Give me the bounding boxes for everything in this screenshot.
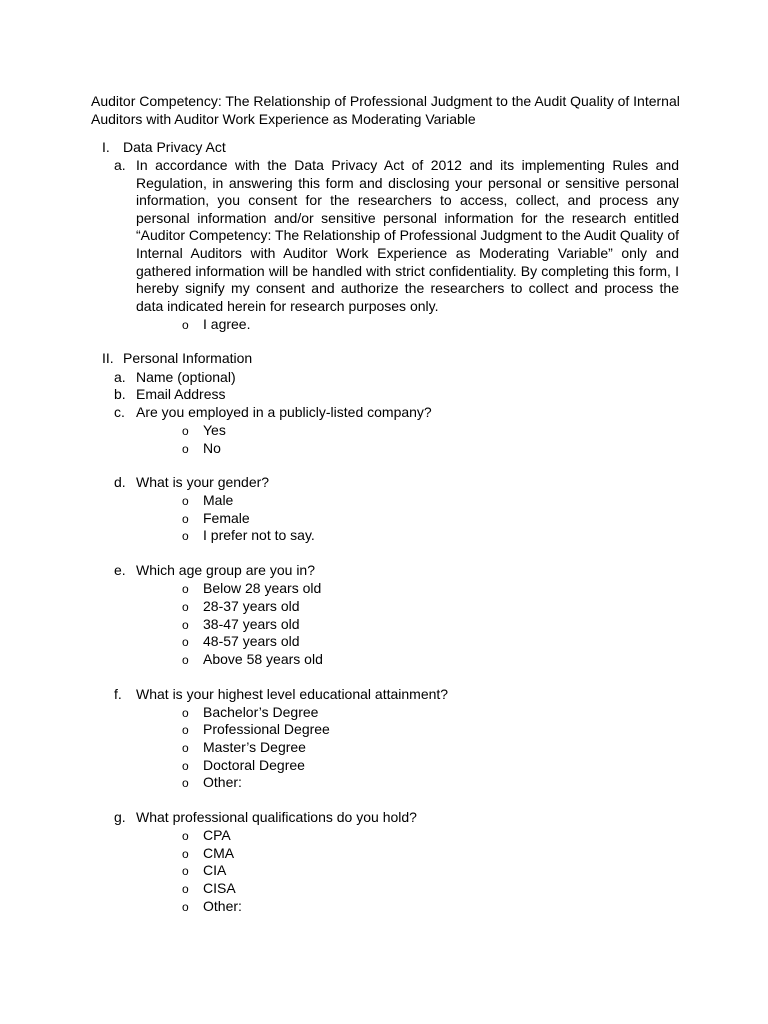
option-cisa[interactable]: CISA <box>203 880 236 896</box>
option-female[interactable]: Female <box>203 510 250 526</box>
bullet-icon: o <box>182 582 189 596</box>
question-g-letter: g. <box>114 809 126 825</box>
question-email: Email Address <box>136 386 226 402</box>
question-name: Name (optional) <box>136 369 236 385</box>
privacy-consent-paragraph: In accordance with the Data Privacy Act of 2012 and its implementing Rules and Regulation, in answering this form and disclosing your personal or sensitive personal information, you consent for the researchers to access, collect, and process any personal information and/or sensitive personal information for the research entitled “Auditor Competency: The Relationship of Professional Judgment to the Audit Quality of Internal Auditors with Auditor Work Experience as Moderating Variable” only and gathered information will be handled with strict confidentiality. By completing this form, I hereby signify my consent and authorize the researchers to collect and process the data indicated herein for research purposes only. <box>136 157 679 314</box>
bullet-icon: o <box>182 635 189 649</box>
bullet-icon: o <box>182 600 189 614</box>
bullet-icon: o <box>182 653 189 667</box>
option-masters[interactable]: Master’s Degree <box>203 739 306 755</box>
question-f-letter: f. <box>114 686 122 702</box>
question-employment: Are you employed in a publicly-listed company? <box>136 404 432 420</box>
section-2-heading: Personal Information <box>123 350 253 366</box>
bullet-icon: o <box>182 900 189 914</box>
bullet-icon: o <box>182 529 189 543</box>
section-1-heading: Data Privacy Act <box>123 139 226 155</box>
bullet-icon: o <box>182 829 189 843</box>
bullet-icon: o <box>182 882 189 896</box>
bullet-icon: o <box>182 618 189 632</box>
bullet-icon: o <box>182 864 189 878</box>
question-e-letter: e. <box>114 562 126 578</box>
option-cia[interactable]: CIA <box>203 862 227 878</box>
option-male[interactable]: Male <box>203 492 234 508</box>
option-cma[interactable]: CMA <box>203 845 235 861</box>
option-education-other[interactable]: Other: <box>203 774 242 790</box>
option-no[interactable]: No <box>203 440 221 456</box>
option-cpa[interactable]: CPA <box>203 827 231 843</box>
question-b-letter: b. <box>114 386 126 402</box>
consent-option[interactable]: I agree. <box>203 316 251 332</box>
bullet-icon: o <box>182 759 189 773</box>
question-qualifications: What professional qualifications do you hold? <box>136 809 417 825</box>
question-a-letter: a. <box>114 369 126 385</box>
bullet-icon: o <box>182 494 189 508</box>
bullet-icon: o <box>182 424 189 438</box>
privacy-item-letter: a. <box>114 157 126 173</box>
question-c-letter: c. <box>114 404 125 420</box>
option-above-58[interactable]: Above 58 years old <box>203 651 323 667</box>
section-2-numeral: II. <box>102 350 114 366</box>
option-professional-degree[interactable]: Professional Degree <box>203 721 330 737</box>
bullet-icon: o <box>182 706 189 720</box>
document-title: Auditor Competency: The Relationship of Professional Judgment to the Audit Quality of Internal Auditors with Auditor Work Experience as Moderating Variable <box>91 93 680 127</box>
option-bachelors[interactable]: Bachelor’s Degree <box>203 704 319 720</box>
bullet-icon: o <box>182 512 189 526</box>
bullet-icon: o <box>182 776 189 790</box>
bullet-icon: o <box>182 741 189 755</box>
bullet-icon: o <box>182 442 189 456</box>
option-qualification-other[interactable]: Other: <box>203 898 242 914</box>
option-38-47[interactable]: 38-47 years old <box>203 616 300 632</box>
question-age-group: Which age group are you in? <box>136 562 315 578</box>
question-gender: What is your gender? <box>136 474 270 490</box>
bullet-icon: o <box>182 318 189 332</box>
option-prefer-not-to-say[interactable]: I prefer not to say. <box>203 527 315 543</box>
option-yes[interactable]: Yes <box>203 422 226 438</box>
option-below-28[interactable]: Below 28 years old <box>203 580 322 596</box>
option-48-57[interactable]: 48-57 years old <box>203 633 300 649</box>
section-1-numeral: I. <box>102 139 110 155</box>
bullet-icon: o <box>182 723 189 737</box>
question-education: What is your highest level educational attainment? <box>136 686 449 702</box>
option-doctoral[interactable]: Doctoral Degree <box>203 757 305 773</box>
bullet-icon: o <box>182 847 189 861</box>
question-d-letter: d. <box>114 474 126 490</box>
option-28-37[interactable]: 28-37 years old <box>203 598 300 614</box>
